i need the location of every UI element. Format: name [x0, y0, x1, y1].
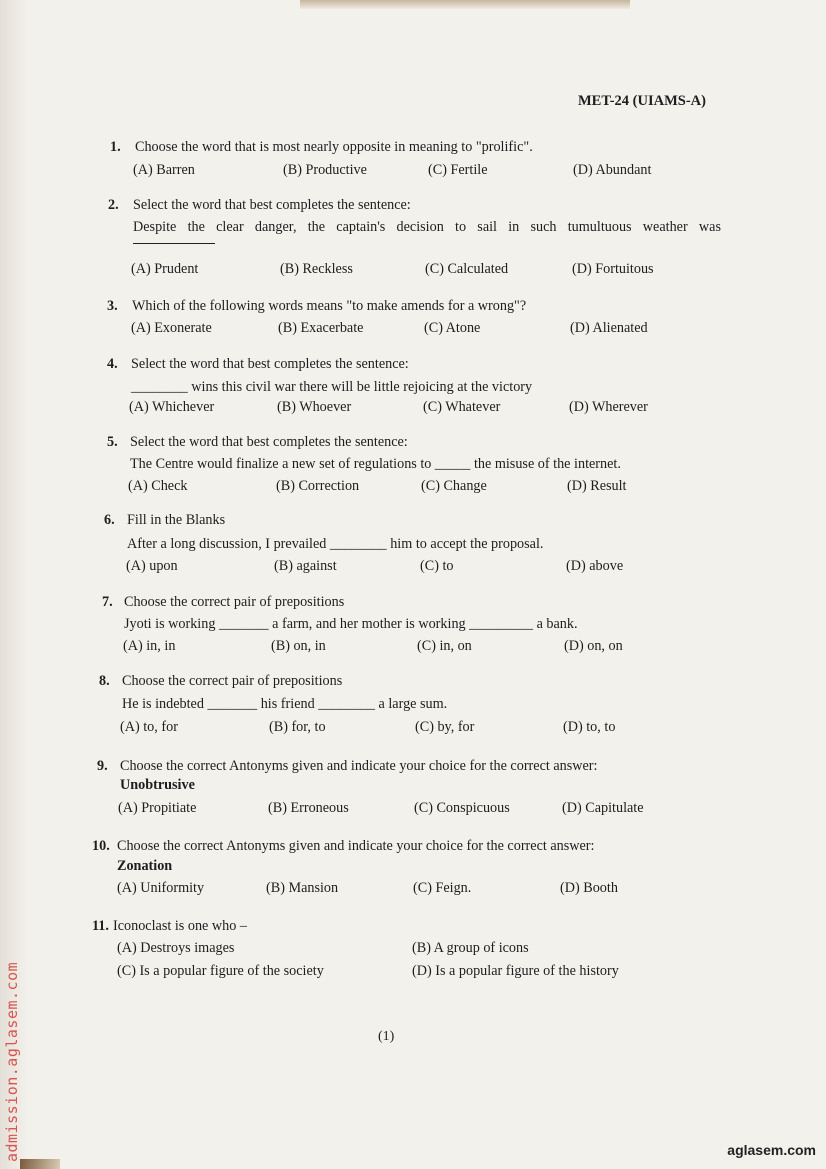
question-number: 1. [110, 139, 121, 155]
answer-option: (D) Abundant [573, 162, 652, 178]
answer-option: (A) in, in [123, 638, 176, 654]
answer-option: (B) Correction [276, 478, 360, 494]
watermark: admission.aglasem.com [3, 961, 21, 1162]
question-number: 5. [107, 434, 118, 450]
question-text: Iconoclast is one who – [113, 918, 247, 934]
question-text: Jyoti is working _______ a farm, and her mother is working _________ a bank. [124, 616, 578, 632]
paper-code: MET-24 (UIAMS-A) [578, 93, 706, 109]
question-text: Fill in the Blanks [127, 512, 226, 528]
answer-option: (B) Exacerbate [278, 320, 364, 336]
answer-option: (D) on, on [564, 638, 623, 654]
question-number: 7. [102, 594, 113, 610]
page-number: (1) [378, 1029, 395, 1044]
question-number: 6. [104, 512, 115, 528]
answer-option: (B) A group of icons [412, 940, 529, 956]
answer-option: (C) in, on [417, 638, 472, 654]
answer-option: (B) Whoever [277, 399, 352, 415]
question-number: 10. [92, 838, 110, 854]
answer-option: (D) Wherever [569, 399, 648, 415]
question-text: Choose the correct pair of prepositions [122, 673, 343, 689]
answer-option: (D) above [566, 558, 624, 574]
question-text: Choose the correct Antonyms given and indicate your choice for the correct answer: [117, 838, 595, 854]
answer-option: (A) Propitiate [118, 800, 197, 816]
answer-option: (D) Is a popular figure of the history [412, 963, 619, 979]
answer-option: (A) Prudent [131, 261, 199, 277]
answer-option: (D) Result [567, 478, 627, 494]
answer-option: (B) Reckless [280, 261, 353, 277]
question-text: Select the word that best completes the sentence: [131, 356, 409, 372]
answer-option: (A) to, for [120, 719, 178, 735]
question-text: Choose the correct Antonyms given and indicate your choice for the correct answer: [120, 758, 598, 774]
answer-option: (B) against [274, 558, 337, 574]
question-text: ________ wins this civil war there will be little rejoicing at the victory [131, 379, 533, 395]
answer-option: (B) Productive [283, 162, 367, 178]
question-number: 4. [107, 356, 118, 372]
answer-option: (C) by, for [415, 719, 475, 735]
scan-corner [20, 1159, 60, 1169]
question-keyword: Unobtrusive [120, 777, 195, 793]
question-text: Despite the clear danger, the captain's decision to sail in such tumultuous weather was [133, 219, 721, 235]
answer-option: (A) Destroys images [117, 940, 235, 956]
question-number: 9. [97, 758, 108, 774]
answer-option: (B) for, to [269, 719, 326, 735]
answer-option: (C) Conspicuous [414, 800, 510, 816]
answer-option: (D) Capitulate [562, 800, 644, 816]
answer-option: (D) Fortuitous [572, 261, 654, 277]
answer-option: (B) on, in [271, 638, 326, 654]
answer-option: (D) to, to [563, 719, 616, 735]
question-number: 2. [108, 197, 119, 213]
answer-option: (C) Is a popular figure of the society [117, 963, 324, 979]
answer-option: (C) Feign. [413, 880, 472, 896]
question-number: 3. [107, 298, 118, 314]
question-text: After a long discussion, I prevailed ________ him to accept the proposal. [127, 536, 544, 552]
brand-link[interactable]: aglasem.com [727, 1142, 816, 1158]
question-text: Select the word that best completes the sentence: [133, 197, 411, 213]
answer-option: (A) Check [128, 478, 188, 494]
answer-option: (C) Change [421, 478, 487, 494]
answer-option: (C) Calculated [425, 261, 509, 277]
answer-option: (A) Barren [133, 162, 195, 178]
question-text: Select the word that best completes the sentence: [130, 434, 408, 450]
answer-option: (D) Booth [560, 880, 618, 896]
question-text: Which of the following words means "to make amends for a wrong"? [132, 298, 527, 314]
answer-option: (A) Uniformity [117, 880, 205, 896]
question-text: Choose the word that is most nearly opposite in meaning to "prolific". [135, 139, 533, 155]
question-keyword: Zonation [117, 858, 173, 874]
answer-option: (C) Whatever [423, 399, 501, 415]
answer-option: (C) to [420, 558, 454, 574]
question-text: Choose the correct pair of prepositions [124, 594, 345, 610]
question-number: 8. [99, 673, 110, 689]
answer-option: (A) upon [126, 558, 178, 574]
scan-shadow [300, 0, 630, 9]
question-text: The Centre would finalize a new set of regulations to _____ the misuse of the internet. [130, 456, 621, 472]
answer-option: (A) Exonerate [131, 320, 212, 336]
question-text: He is indebted _______ his friend ________ a large sum. [122, 696, 448, 712]
answer-option: (B) Erroneous [268, 800, 349, 816]
answer-option: (B) Mansion [266, 880, 339, 896]
answer-option: (A) Whichever [129, 399, 215, 415]
answer-option: (C) Fertile [428, 162, 488, 178]
question-number: 11. [92, 918, 109, 934]
answer-option: (D) Alienated [570, 320, 648, 336]
answer-blank [133, 243, 215, 244]
answer-option: (C) Atone [424, 320, 481, 336]
